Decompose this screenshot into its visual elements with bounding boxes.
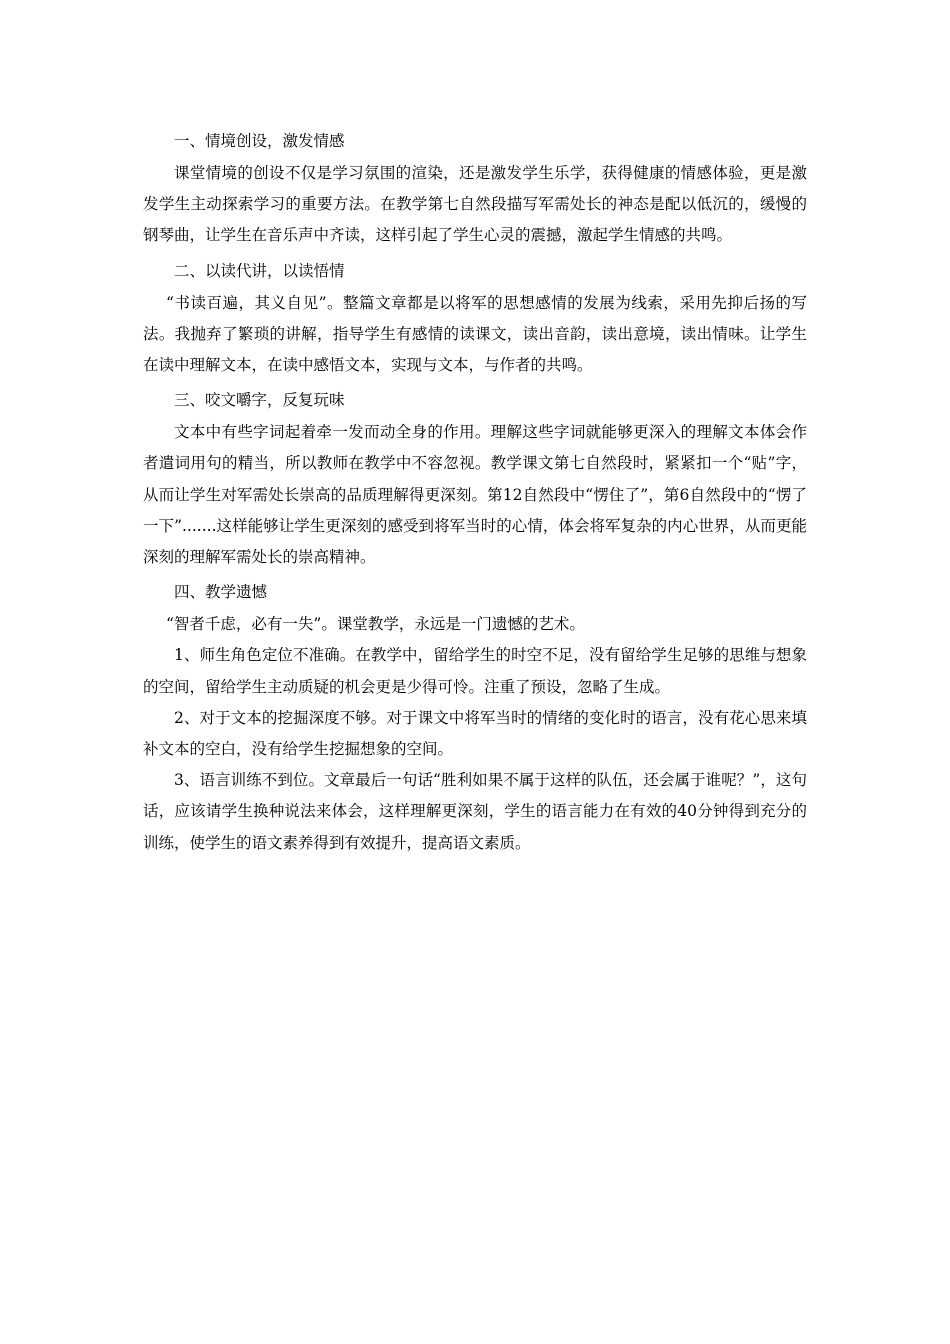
section-heading: 三、咬文嚼字，反复玩味 — [174, 391, 345, 410]
document-page — [143, 124, 807, 859]
section-3 — [143, 383, 807, 573]
section-1 — [143, 124, 807, 252]
section-heading: 一、情境创设，激发情感 — [174, 132, 345, 150]
section-heading: 四、教学遗憾 — [174, 583, 268, 602]
paragraph: 课堂情境的创设不仅是学习氛围的渲染，还是激发学生乐学，获得健康的情感体验，更是激发学生主动探索学习的重要方法。在教学第七自然段描写军需处长的神态是配以低沉的，缓慢的钢琴曲，让学生在音乐声中齐读，这样引起了学生心灵的震撼，激起学生情感的共鸣。 — [143, 164, 807, 245]
paragraph: 2、对于文本的挖掘深度不够。对于课文中将军当时的情绪的变化时的语言，没有花心思来填补文本的空白，没有给学生挖掘想象的空间。 — [143, 708, 807, 759]
section-4 — [143, 575, 807, 859]
section-heading: 二、以读代讲，以读悟情 — [174, 261, 345, 280]
paragraph: “书读百遍，其义自见”。整篇文章都是以将军的思想感情的发展为线索，采用先抑后扬的写法。我抛弃了繁琐的讲解，指导学生有感情的读课文，读出音韵，读出意境，读出情味。让学生在读中理解文本，在读中感悟文本，实现与文本，与作者的共鸣。 — [143, 293, 807, 375]
paragraph: “智者千虑，必有一失”。课堂教学，永远是一门遗憾的艺术。 — [166, 615, 585, 634]
paragraph: 1、师生角色定位不准确。在教学中，留给学生的时空不足，没有留给学生足够的思维与想象的空间，留给学生主动质疑的机会更是少得可怜。注重了预设，忽略了生成。 — [143, 646, 807, 696]
paragraph: 文本中有些字词起着牵一发而动全身的作用。理解这些字词就能够更深入的理解文本体会作者遣词用句的精当，所以教师在教学中不容忽视。教学课文第七自然段时，紧紧扣一个“贴”字，从而让学生对军需处长崇高的品质理解得更深刻。第12自然段中“愣住了”，第6自然段中的“愣了一下”.......这样能够让学生更深刻的感受到将军当时的心情，体会将军复杂的内心世界，从而更能深刻的理解军需处长的崇高精神。 — [143, 423, 807, 567]
section-2 — [143, 254, 807, 382]
paragraph: 3、语言训练不到位。文章最后一句话“胜利如果不属于这样的队伍，还会属于谁呢？”，这句话，应该请学生换种说法来体会，这样理解更深刻，学生的语言能力在有效的40分钟得到充分的训练，使学生的语文素养得到有效提升，提高语文素质。 — [143, 771, 807, 852]
